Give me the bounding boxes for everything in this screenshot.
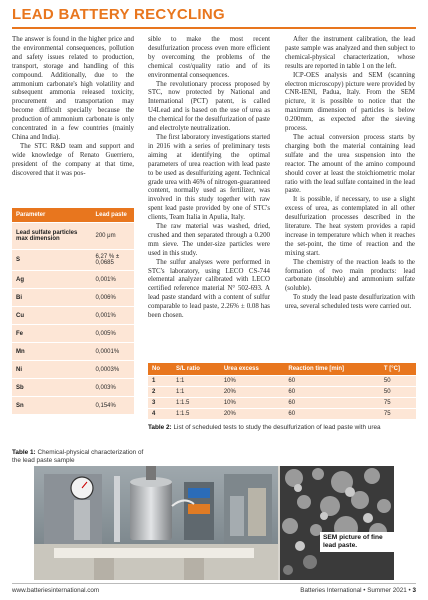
caption-label: Table 1: — [12, 449, 36, 456]
column-header: Lead paste — [92, 208, 135, 223]
paragraph: To study the lead paste desulfurization with urea, several scheduled tests were carried out. — [285, 294, 415, 311]
table-cell: Bi — [12, 289, 92, 307]
table-header-row — [12, 208, 134, 223]
paragraph: sible to make the most recent desulfurization process even more efficient by overcoming the problems of the chemical cost/quality ratio and of its environmental consequences. — [148, 36, 270, 79]
table-row — [148, 376, 416, 387]
table-cell: 0,003% — [92, 379, 135, 397]
table-row — [12, 307, 134, 325]
footer-divider — [12, 583, 416, 584]
table-cell: 2 — [148, 387, 172, 398]
table-row — [12, 397, 134, 415]
caption-text: List of scheduled tests to study the desulfurization of lead paste with urea — [173, 424, 381, 431]
table-row — [12, 379, 134, 397]
table-cell: 60 — [284, 409, 380, 420]
table-2-caption — [148, 424, 416, 432]
table-row — [148, 398, 416, 409]
caption-text: Chemical-physical characterization of the lead paste sample — [12, 449, 144, 464]
table-1-caption — [12, 449, 150, 465]
laboratory-equipment-image — [34, 466, 278, 580]
table-cell: 20% — [220, 409, 285, 420]
table-cell: 75 — [380, 409, 416, 420]
table-cell: 1:1.5 — [172, 409, 220, 420]
table-cell: 0,001% — [92, 271, 135, 289]
table-cell: 0,0001% — [92, 343, 135, 361]
table-cell: 20% — [220, 387, 285, 398]
characterization-table — [12, 208, 134, 414]
column-header: Parameter — [12, 208, 92, 223]
table-cell: 1 — [148, 376, 172, 387]
paragraph: The answer is found in the higher price and the environmental consequences, pollution and safety issues related to production, transport, storage and handling of this compound. Additionally, due to the ammonium carbonate's high volatility and subsequent ammonia released toxicity, procurement and transportation may become difficult specially because the production of ammonium carbonate is only concentrated in a few countries (mainly China and India). — [12, 36, 134, 141]
table-cell: Ni — [12, 361, 92, 379]
text-column-2 — [148, 36, 270, 321]
column-header: S/L ratio — [172, 363, 220, 376]
table-cell: 0,154% — [92, 397, 135, 415]
scheduled-tests-table — [148, 363, 416, 419]
table-cell: 1:1 — [172, 376, 220, 387]
lab-photo — [34, 466, 394, 580]
table-cell: S — [12, 250, 92, 271]
issue-text: Batteries International • Summer 2021 • — [300, 587, 411, 594]
table-cell: Lead sulfate particles max dimension — [12, 223, 92, 250]
sem-photo-caption: SEM picture of fine lead paste. — [320, 532, 400, 552]
text-column-1 — [12, 36, 134, 179]
table-cell: 75 — [380, 398, 416, 409]
paragraph: ICP-OES analysis and SEM (scanning electron microscopy) picture were provided by CNR-IENI, Padua, Italy. From the SEM picture, it is possible to notice that the maximum dimension of particles is below 0.200mm, as expected after the sieving process. — [285, 71, 415, 133]
paragraph: The revolutionary process proposed by STC, now protected by National and International (PCT) patent, is called U4Lead and is based on the use of urea as the chemical for the desulfurization of paste and electrolyte neutralization. — [148, 80, 270, 133]
table-row — [12, 289, 134, 307]
table-row — [12, 223, 134, 250]
paragraph: The actual conversion process starts by charging both the material containing lead sulfate and the urea suspension into the reactor. The amount of the amino compound should cover at least the stoichiometric molar ratio with the lead sulfate contained in the lead paste. — [285, 133, 415, 195]
table-cell: 3 — [148, 398, 172, 409]
table-row — [12, 250, 134, 271]
table-cell: Ag — [12, 271, 92, 289]
paragraph: After the instrument calibration, the lead paste sample was analyzed and then subject to chemical-physical characterization, whose results are reported in table 1 on the left. — [285, 36, 415, 70]
text-column-3 — [285, 36, 415, 312]
table-cell: 1:1 — [172, 387, 220, 398]
table-cell: 60 — [284, 376, 380, 387]
table-cell: 0,005% — [92, 325, 135, 343]
table-cell: 60 — [284, 398, 380, 409]
table-cell: 0,001% — [92, 307, 135, 325]
caption-label: Table 2: — [148, 424, 172, 431]
table-row — [148, 387, 416, 398]
column-header: Reaction time [min] — [284, 363, 380, 376]
table-cell: Fe — [12, 325, 92, 343]
page-number: 3 — [412, 587, 416, 594]
table-cell: 1:1.5 — [172, 398, 220, 409]
paragraph: The raw material was washed, dried, crushed and then separated through a 0.200 mm sieve. The under-size particles were used in this study. — [148, 223, 270, 257]
table-cell: 50 — [380, 387, 416, 398]
column-header: No — [148, 363, 172, 376]
table-cell: 0,0003% — [92, 361, 135, 379]
column-header: Urea excess — [220, 363, 285, 376]
table-cell: Mn — [12, 343, 92, 361]
table-cell: Sn — [12, 397, 92, 415]
paragraph: The first laboratory investigations started in 2016 with a series of preliminary tests aiming at identifying the optimal parameters of urea reaction with lead paste to be used as desulfurizing agent. Technical grade urea with 46% of nitrogen-guaranteed content, normally used as fertilizer, was involved in this study together with raw spent lead paste provided by one of STC's clients, Team Italia in Apulia, Italy. — [148, 133, 270, 222]
table-row — [12, 325, 134, 343]
table-cell: 10% — [220, 398, 285, 409]
table-cell: 0,006% — [92, 289, 135, 307]
table-row — [148, 409, 416, 420]
footer-issue — [300, 587, 416, 594]
table-cell: 10% — [220, 376, 285, 387]
paragraph: It is possible, if necessary, to use a slight excess of urea, as contemplated in all other desulfurization processes described in the literature. The heat system provides a rapid increase in temperature which when it reaches the set-point, the time of reaction and the mixing start. — [285, 196, 415, 257]
table-cell: 50 — [380, 376, 416, 387]
footer-website: www.batteriesinternational.com — [12, 587, 100, 594]
header-divider — [12, 27, 416, 29]
paragraph: The STC R&D team and support and wide knowledge of Renato Guerriero, president of the company at that time, discovered that it was pos- — [12, 142, 134, 177]
table-cell: 60 — [284, 387, 380, 398]
table-row — [12, 343, 134, 361]
table-header-row — [148, 363, 416, 376]
table-cell: 6,27 % ± 0,0685 — [92, 250, 135, 271]
table-cell: 4 — [148, 409, 172, 420]
column-header: T [°C] — [380, 363, 416, 376]
sem-micrograph-image — [280, 466, 394, 580]
section-title: LEAD BATTERY RECYCLING — [12, 6, 225, 23]
table-row — [12, 271, 134, 289]
table-cell: 200 μm — [92, 223, 135, 250]
table-cell: Sb — [12, 379, 92, 397]
paragraph: The sulfur analyses were performed in STC's laboratory, using LECO CS-744 elemental analyzer calibrated with LECO certified reference material N° 502-693. A lead paste standard with a content of sulfur comparable to lead paste, 2.26% ± 0.08 has been chosen. — [148, 258, 270, 320]
table-row — [12, 361, 134, 379]
paragraph: The chemistry of the reaction leads to the formation of two main products: lead carbonate (insoluble) and ammonium sulfate (soluble). — [285, 258, 415, 293]
table-cell: Cu — [12, 307, 92, 325]
